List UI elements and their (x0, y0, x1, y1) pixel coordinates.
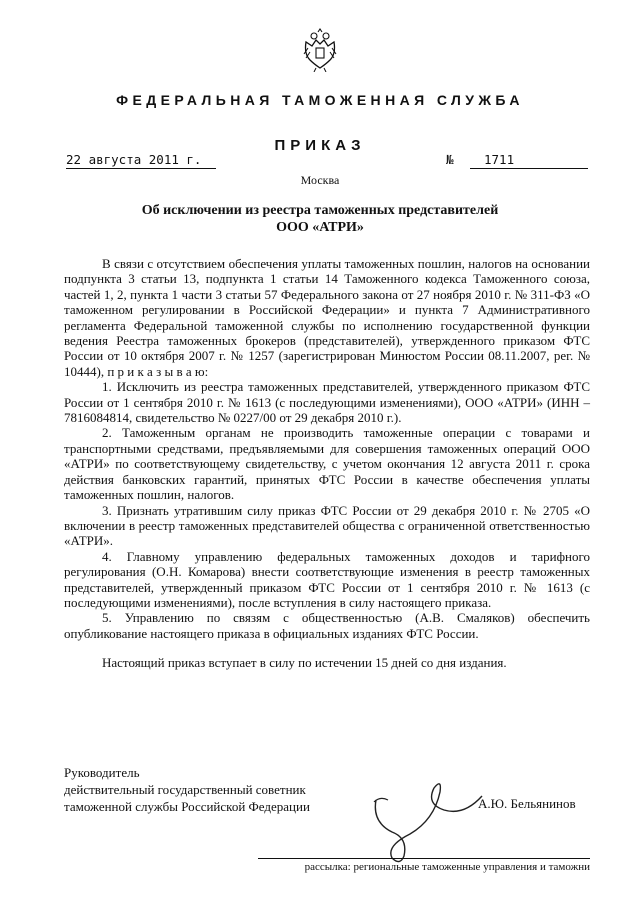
item-1-paragraph: 1. Исключить из реестра таможенных представителей, утвержденного приказом ФТС России от 1 сентября 2010 г. № 1613 (с последующими изменениями), ООО «АТРИ» (ИНН – 7816084814, свидетельство № 0227/00 от 29 декабря 2010 г.). (64, 379, 590, 426)
coat-of-arms-emblem-icon (302, 28, 338, 72)
agency-name: ФЕДЕРАЛЬНАЯ ТАМОЖЕННАЯ СЛУЖБА (116, 92, 524, 108)
subject-line-2: ООО «АТРИ» (276, 220, 364, 235)
order-number-label: № (446, 152, 454, 167)
item-3-paragraph: 3. Признать утратившим силу приказ ФТС России от 29 декабря 2010 г. № 2705 «О включении в реестр таможенных представителей общества с ограниченной ответственностью «АТРИ». (64, 502, 590, 549)
signatory-title-line-3: таможенной службы Российской Федерации (64, 799, 310, 814)
document-type-title: ПРИКАЗ (274, 137, 366, 154)
effective-date-paragraph: Настоящий приказ вступает в силу по истечении 15 дней со дня издания. (102, 655, 507, 671)
preamble-paragraph: В связи с отсутствием обеспечения уплаты таможенных пошлин, налогов на основании подпункта 3 статьи 13, подпункта 1 статьи 14 Таможенного кодекса Таможенного союза, частей 1, 2, пункта 1 части 3 статьи 57 Федерального закона от 27 ноября 2010 г. № 311-ФЗ «О таможенном регулировании в Российской Федерации» и пункта 7 Административного регламента Федеральной таможенной службы по исполнению государственной функции ведения Реестра таможенных брокеров (представителей), утвержденного приказом ФТС России от 10 октября 2007 г. № 1257 (зарегистрирован Минюстом России 08.11.2007, рег. № 10444), п р и к а з ы в а ю: (64, 256, 590, 379)
order-number: 1711 (470, 152, 588, 169)
item-4-paragraph: 4. Главному управлению федеральных таможенных доходов и тарифного регулирования (О.Н. Комарова) внести соответствующие изменения в реестр таможенных представителей, утвержденный приказом ФТС России от 1 сентября 2010 г. № 1613 (с последующими изменениями), после вступления в силу настоящего приказа. (64, 548, 590, 610)
handwritten-signature (364, 770, 494, 870)
distribution-divider (258, 858, 590, 859)
signatory-title-line-1: Руководитель (64, 765, 140, 780)
item-5-paragraph: 5. Управлению по связям с общественностью (А.В. Смаляков) обеспечить опубликование настоящего приказа в официальных изданиях ФТС России. (64, 610, 590, 641)
order-body (64, 256, 590, 671)
distribution-list: рассылка: региональные таможенные управления и таможни (304, 861, 590, 873)
order-subject (0, 202, 640, 236)
signatory-name: А.Ю. Бельянинов (478, 796, 576, 811)
order-date: 22 августа 2011 г. (66, 152, 216, 169)
signatory-title-block (64, 764, 310, 815)
signatory-title-line-2: действительный государственный советник (64, 782, 306, 797)
subject-line-1: Об исключении из реестра таможенных представителей (141, 203, 499, 218)
item-2-paragraph: 2. Таможенным органам не производить таможенные операции с товарами и транспортными средствами, предъявляемыми для совершения таможенных операций ООО «АТРИ» по соответствующему свидетельству, с учетом окончания 12 августа 2011 г. срока действия банковских гарантий, принятых ФТС России в качестве обеспечения уплаты таможенных пошлин, налогов. (64, 425, 590, 503)
city: Москва (300, 173, 340, 187)
